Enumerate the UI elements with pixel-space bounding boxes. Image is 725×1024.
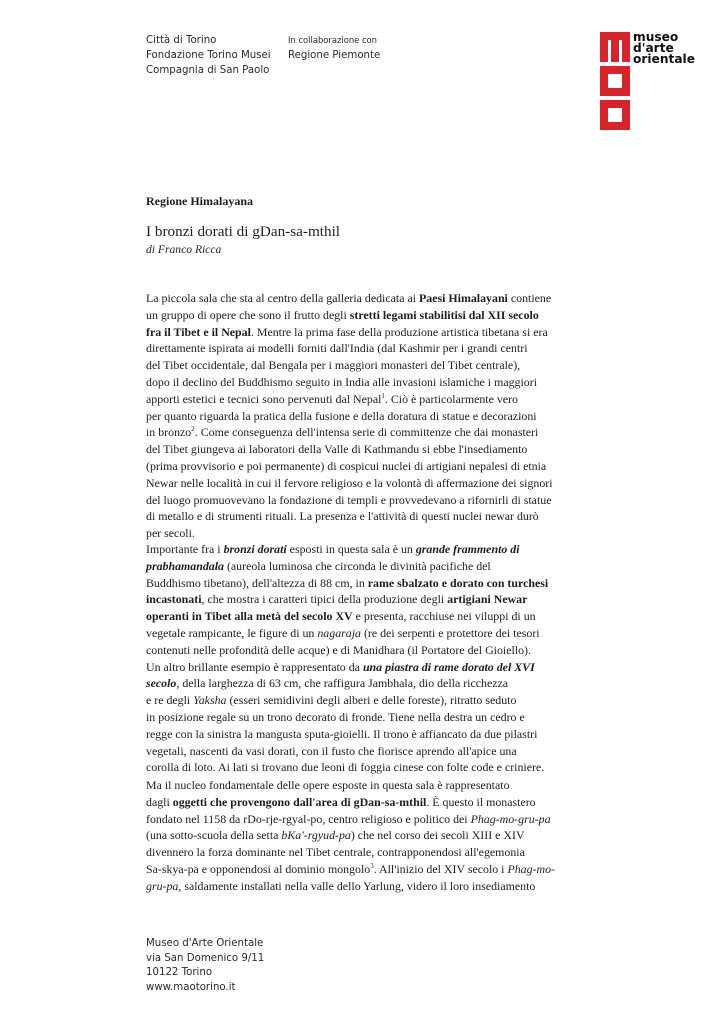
text-run: Newar nelle località in cui il fervore religioso e la volontà di affermazione dei signori <box>146 475 553 490</box>
text-run: (esseri semidivini degli alberi e delle foreste), ritratto seduto <box>226 693 517 708</box>
text-line <box>146 290 578 307</box>
text-run: in bronzo <box>146 425 192 440</box>
text-run: . È questo il monastero <box>426 794 536 809</box>
mao-logo <box>600 32 710 132</box>
text-line <box>146 844 578 861</box>
text-line <box>146 357 578 374</box>
text-run: corolla di loto. Ai lati si trovano due leoni di foggia cinese con folte code e criniere. <box>146 760 545 775</box>
text-run: del Tibet giungeva ai laboratori della Valle di Kathmandu si ebbe l'insediamento <box>146 442 528 457</box>
text-run: ) che nel corso dei secoli XIII e XIV <box>350 828 525 843</box>
text-line <box>146 659 578 676</box>
text-run: vegetali, nascenti da vasi dorati, con il fusto che fiorisce aprendo all'apice una <box>146 743 517 758</box>
italic-term: gru-pa <box>146 878 179 893</box>
header-collaboration <box>288 33 380 63</box>
footnote-ref: 1 <box>381 391 385 400</box>
text-line <box>146 441 578 458</box>
italic-term: nagaraja <box>317 625 361 640</box>
text-run: Ma il nucleo fondamentale delle opere esposte in questa sala è rappresentato <box>146 778 510 792</box>
emphasis-text: stretti legami stabilitisi dal XII secolo <box>349 307 539 322</box>
footnote-ref: 2 <box>191 425 195 434</box>
italic-term: bKa'-rgyud-pa <box>281 828 351 843</box>
text-line <box>146 709 578 726</box>
text-line <box>146 408 578 425</box>
text-line <box>146 608 578 625</box>
text-line <box>146 391 578 408</box>
institution-line: Città di Torino <box>146 35 217 46</box>
text-run: per secoli. <box>146 526 195 541</box>
emphasis-text: rame sbalzato e dorato con turchesi <box>367 575 549 590</box>
text-run: del Tibet occidentale, dal Bengala per i maggiori monasteri del Tibet centrale), <box>146 358 521 373</box>
footer-line: Museo d'Arte Orientale <box>146 938 264 949</box>
text-line <box>146 642 578 659</box>
text-run: . Mentre la prima fase della produzione artistica tibetana si era <box>250 324 548 339</box>
text-run: del luogo promuovevano la fondazione di templi e provvedevano a rifornirli di statue <box>146 492 552 507</box>
text-run: direttamente ispirata ai modelli forniti dall'India (dal Kashmir per i grandi centri <box>146 341 528 356</box>
text-run: Un altro brillante esempio è rappresentato da <box>146 659 363 674</box>
text-run: vegetale rampicante, le figure di un <box>146 625 318 640</box>
text-run: . Ciò è particolarmente vero <box>384 391 518 406</box>
body-paragraph <box>146 777 578 895</box>
header-institutions <box>146 33 271 78</box>
text-line <box>146 811 578 828</box>
institution-line: Compagnia di San Paolo <box>146 65 270 76</box>
text-run: La piccola sala che sta al centro della galleria dedicata ai <box>146 291 420 305</box>
text-run: (prima provvisorio e poi permanente) di cospicui nuclei di artigiani nepalesi di etnia <box>146 458 547 473</box>
text-line <box>146 675 578 692</box>
text-run: apporti estetici e tecnici sono pervenuti dal Nepal <box>146 391 382 406</box>
collaboration-name: Regione Piemonte <box>288 50 381 61</box>
text-run: contenuti nelle profondità delle acque) e di Manidhara (il Portatore del Gioiello). <box>146 642 531 657</box>
body-paragraph <box>146 290 578 542</box>
text-line <box>146 558 578 575</box>
text-line <box>146 794 578 811</box>
text-line <box>146 878 578 895</box>
footer-address <box>146 937 264 995</box>
footer-line: 10122 Torino <box>146 967 213 978</box>
text-line <box>146 525 578 542</box>
text-line <box>146 692 578 709</box>
text-line <box>146 324 578 341</box>
text-run: (re dei serpenti e protettore dei tesori <box>360 625 540 640</box>
text-run: , della larghezza di 63 cm, che raffigura Jambhala, dio della ricchezza <box>176 676 509 691</box>
text-run: e presenta, racchiuse nei viluppi di un <box>352 609 536 624</box>
emphasis-text: operanti in Tibet alla metà del secolo XV <box>146 609 353 624</box>
text-line <box>146 591 578 608</box>
text-run: . All'inizio del XIV secolo i <box>373 861 508 876</box>
text-run: , saldamente installati nella valle dello Yarlung, videro il loro insediamento <box>178 878 536 893</box>
text-run: (una sotto-scuola della setta <box>146 828 282 843</box>
text-run: contiene <box>507 291 552 305</box>
text-line <box>146 508 578 525</box>
text-run: dagli <box>146 794 173 809</box>
text-run: un gruppo di opere che sono il frutto degli <box>146 307 350 322</box>
emphasis-text: fra il Tibet e il Nepal <box>146 324 251 339</box>
text-line <box>146 492 578 509</box>
footer-website-link[interactable]: www.maotorino.it <box>146 981 236 993</box>
section-label: Regione Himalayana <box>146 194 253 208</box>
text-run: esposti in questa sala è un <box>286 542 416 556</box>
footnote-ref: 3 <box>370 862 374 871</box>
text-line <box>146 777 578 794</box>
emphasis-text: secolo <box>146 676 177 691</box>
text-line <box>146 475 578 492</box>
collaboration-label: In collaborazione con <box>288 35 377 45</box>
emphasis-text: grande frammento di <box>415 542 520 556</box>
text-run: . Come conseguenza dell'intensa serie di committenze che dai monasteri <box>194 425 539 440</box>
italic-term: Yaksha <box>193 693 227 708</box>
text-line <box>146 625 578 642</box>
text-run: per quanto riguarda la pratica della fusione e della doratura di statue e decorazioni <box>146 408 537 423</box>
text-run: , che mostra i caratteri tipici della produzione degli <box>201 592 448 607</box>
footer-line: via San Domenico 9/11 <box>146 952 265 964</box>
text-run: di metallo e di strumenti rituali. La presenza e l'attività di questi nuclei newar durò <box>146 509 539 524</box>
text-run: divennero la forza dominante nel Tibet centrale, contrapponendosi all'egemonia <box>146 845 525 860</box>
mao-logo-mark <box>600 32 630 130</box>
text-run: dopo il declino del Buddhismo seguito in India alle invasioni islamiche i maggiori <box>146 374 538 389</box>
text-run: Sa-skya-pa e opponendosi al dominio mongolo <box>146 861 371 876</box>
text-line <box>146 424 578 441</box>
text-line <box>146 541 578 558</box>
logo-word: orientale <box>633 52 695 66</box>
italic-term: Phag-mo-gru-pa <box>470 811 551 826</box>
text-line <box>146 759 578 776</box>
italic-term: Phag-mo- <box>507 861 556 876</box>
article-title: I bronzi dorati di gDan-sa-mthil <box>146 223 341 240</box>
text-run: Importante fra i <box>146 542 224 556</box>
article-author: di Franco Ricca <box>146 243 222 256</box>
body-paragraph <box>146 541 578 776</box>
text-line <box>146 340 578 357</box>
text-run: Buddhismo tibetano), dell'altezza di 88 cm, in <box>146 575 368 590</box>
emphasis-text: oggetti che provengono dall'area di gDan-sa-mthil <box>172 794 427 809</box>
institution-line: Fondazione Torino Musei <box>146 50 271 61</box>
emphasis-text: artigiani Newar <box>447 592 528 607</box>
emphasis-text: Paesi Himalayani <box>419 291 508 305</box>
text-line <box>146 827 578 844</box>
text-line <box>146 575 578 592</box>
logo-word: d'arte <box>633 41 674 55</box>
text-run: fondato nel 1158 da rDo-rje-rgyal-po, centro religioso e politico dei <box>146 811 471 826</box>
text-run: regge con la sinistra la mangusta sputa-gioielli. Il trono è affiancato da due pilastri <box>146 726 538 741</box>
text-run: (aureola luminosa che circonda le divinità pacifiche del <box>223 558 491 573</box>
text-line <box>146 307 578 324</box>
emphasis-text: prabhamandala <box>146 558 224 573</box>
text-line <box>146 726 578 743</box>
text-run: e re degli <box>146 693 194 708</box>
logo-word: museo <box>633 30 679 44</box>
text-line <box>146 861 578 878</box>
text-line <box>146 743 578 760</box>
logo-wordmark <box>633 32 695 65</box>
emphasis-text: incastonati <box>146 592 202 607</box>
text-line <box>146 374 578 391</box>
text-run: in posizione regale su un trono decorato di fronde. Tiene nella destra un cedro e <box>146 709 525 724</box>
text-line <box>146 458 578 475</box>
emphasis-text: bronzi dorati <box>223 542 287 556</box>
emphasis-text: una piastra di rame dorato del XVI <box>362 659 535 674</box>
